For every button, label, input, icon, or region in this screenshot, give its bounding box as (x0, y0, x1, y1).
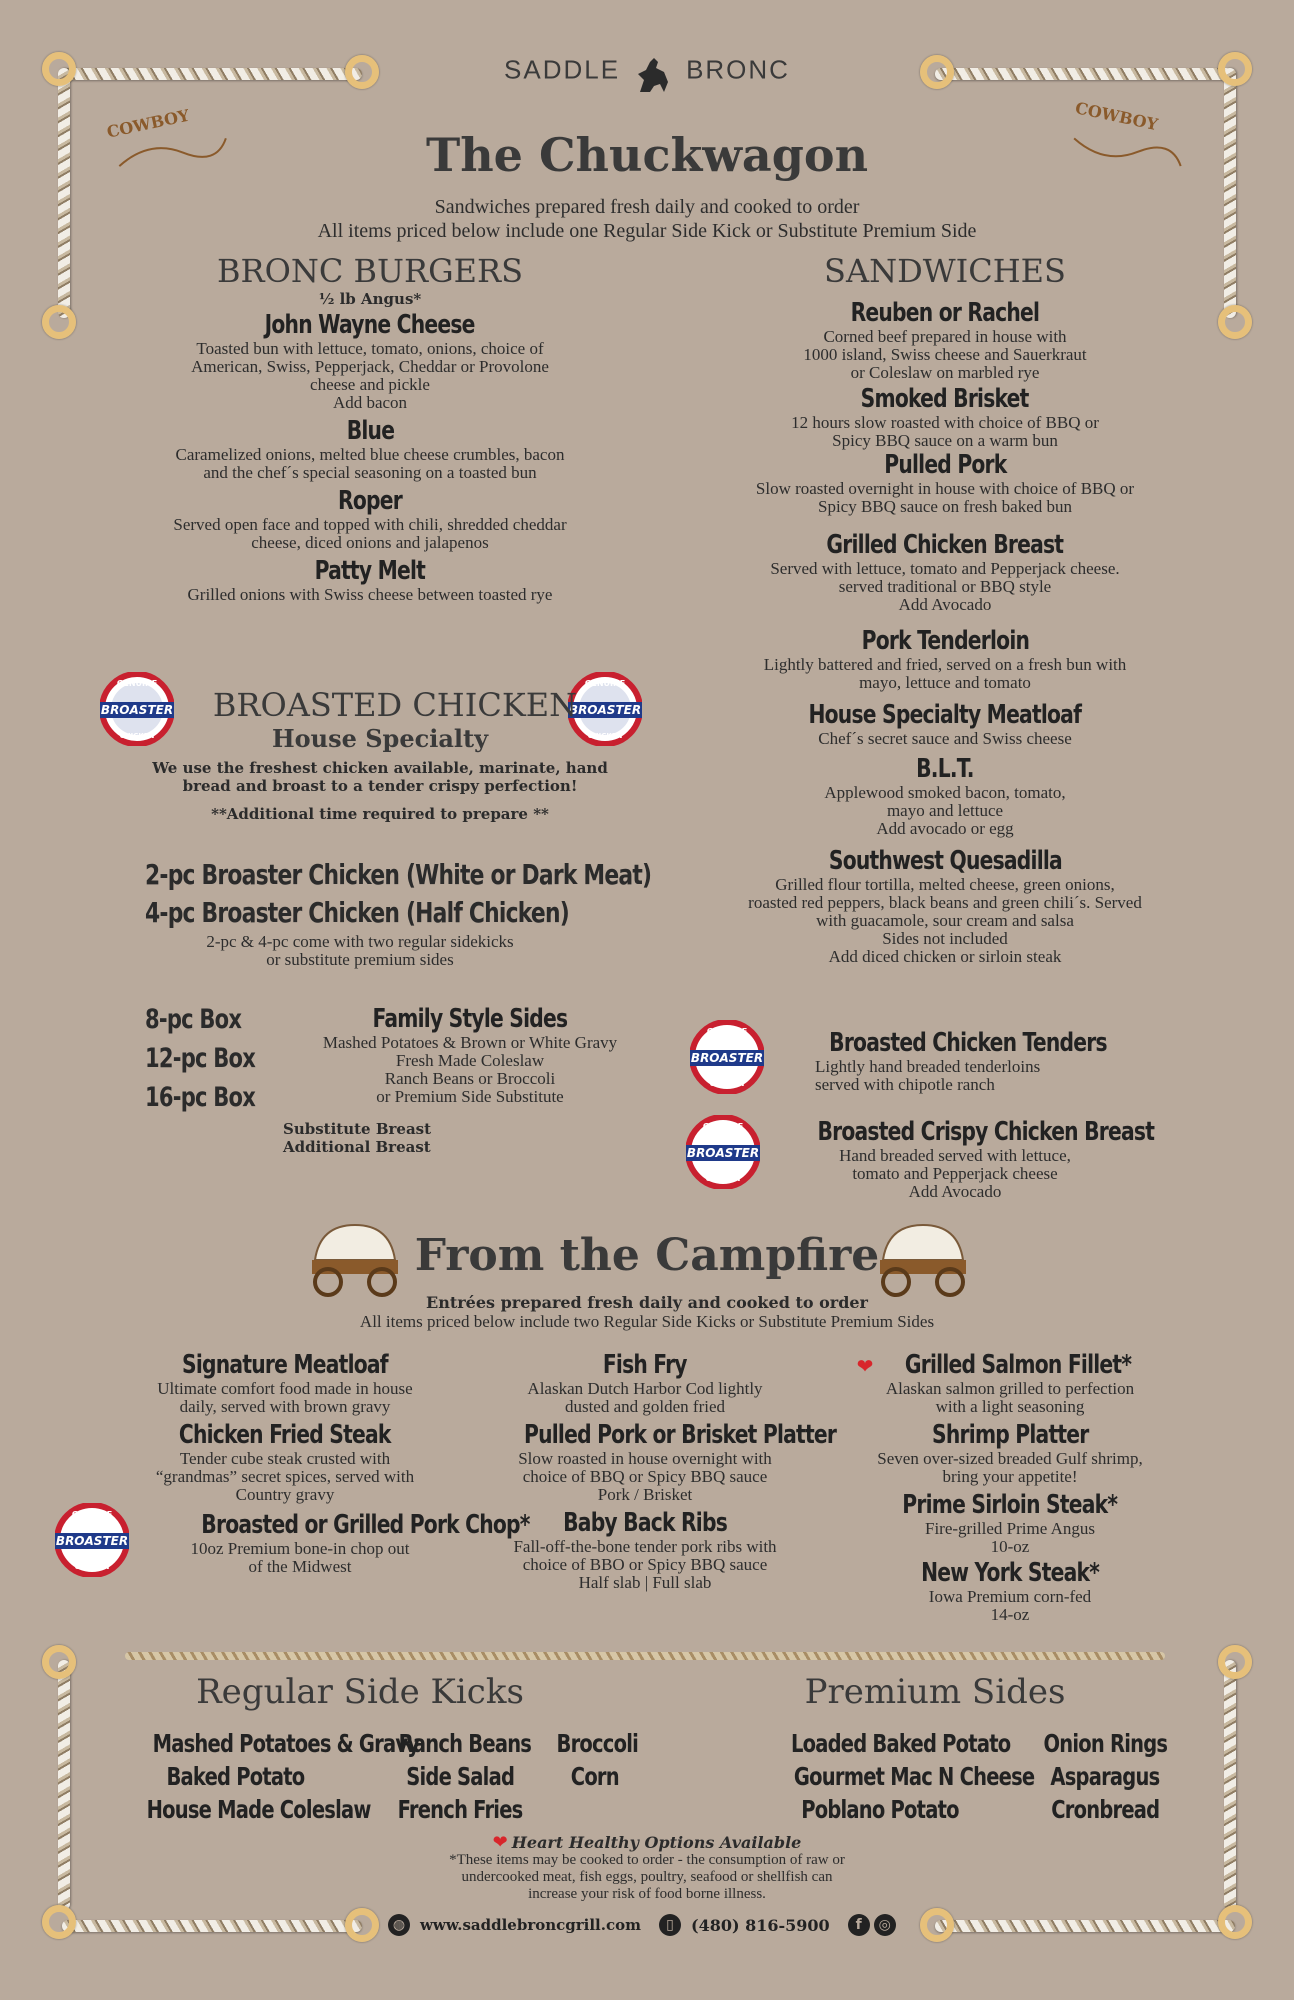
svg-text:BROASTER: BROASTER (686, 1146, 760, 1160)
header-subtitle-1: Sandwiches prepared fresh daily and cooked to order (434, 196, 860, 218)
svg-text:BROASTER: BROASTER (55, 1534, 129, 1548)
svg-text:GENUINE: GENUINE (584, 679, 626, 688)
header-subtitle-2: All items priced below include one Regular Side Kick or Substitute Premium Side (317, 220, 977, 242)
sandwiches-section: SANDWICHES Reuben or Rachel Corned beef prepared in house with 1000 island, Swiss cheese and Sauerkraut or Coleslaw on marbled rye Smoked Brisket 12 hours slow roasted with choice of BBQ or Spicy BBQ sauce on a warm bun Pulled Pork Slow roasted overnight in house with choice of BBQ or Spicy BBQ sauce on fresh baked bun Grilled Chicken Breast Served with lettuce, tomato and Pepperjack cheese. served traditional or BBQ style Add Avocado Pork Tenderloin Lightly battered and fried, served on a fresh bun with mayo, lettuce and tomato House Specialty Meatloaf Chef´s secret sauce and Swiss cheese B.L.T. Applewood smoked bacon, tomato, mayo and lettuce Add avocado or egg Southwest Quesadilla Grilled flour tortilla, melted cheese, green onions, roasted red peppers, black beans and green chili´s. Served with guacamole, sour cream and salsa Sides not included Add diced chicken or sirloin steak (700, 252, 1190, 966)
campfire-col-1: Signature Meatloaf Ultimate comfort food made in house daily, served with brown gravy Chicken Fried Steak Tender cube steak crusted with “grandmas” secret spices, served with Country gravy Broasted or Grilled Pork Chop* 10oz Premium bone-in chop out of the Midwest (155, 1350, 530, 1576)
brand-name-right: BRONC (686, 54, 790, 85)
wagon-icon (300, 1220, 410, 1300)
horse-rider-icon (630, 52, 676, 98)
sandwich-name: Smoked Brisket (861, 384, 1029, 414)
brand-name-left: SADDLE (504, 54, 621, 85)
page-title: The Chuckwagon (425, 128, 869, 182)
burger-desc: Toasted bun with lettuce, tomato, onions, choice of American, Swiss, Pepperjack, Cheddar or Provolone cheese and pickle Add bacon (191, 339, 549, 412)
tenders-item: Broasted Chicken Tenders Lightly hand breaded tenderloins served with chipotle ranch (815, 1028, 1107, 1094)
cowboy-tag-right: COWBOY (1065, 98, 1195, 182)
svg-text:CHICKEN: CHICKEN (587, 732, 623, 740)
instagram-icon[interactable]: ◎ (874, 1914, 896, 1936)
svg-text:CHICKEN: CHICKEN (705, 1175, 741, 1183)
campfire-subtitle-1: Entrées prepared fresh daily and cooked to order (426, 1293, 868, 1312)
divider-rope (125, 1652, 1165, 1660)
broaster-badge (55, 1503, 129, 1577)
broasted-option-desc: 2-pc & 4-pc come with two regular sidekicks or substitute premium sides (206, 932, 514, 969)
broaster-badge (686, 1115, 760, 1189)
sandwich-name: Pork Tenderloin (861, 626, 1029, 656)
burger-name: Roper (338, 486, 402, 516)
sandwich-name: House Specialty Meatloaf (808, 700, 1082, 730)
box-item: 12-pc Box (145, 1043, 256, 1074)
campfire-col-3: ❤ Grilled Salmon Fillet* Alaskan salmon grilled to perfection with a light seasoning Shrimp Platter Seven over-sized breaded Gulf shrimp, bring your appetite! Prime Sirloin Steak* Fire-grilled Prime Angus 10-oz New York Steak* Iowa Premium corn-fed 14-oz (856, 1350, 1143, 1624)
brand-logo (447, 52, 847, 98)
broasted-section (120, 686, 640, 823)
premium-sides-col-2: Onion Rings Asparagus Cronbread (1043, 1729, 1167, 1824)
sandwich-name: Reuben or Rachel (850, 298, 1040, 328)
regular-sides-col-3: Broccoli Corn (556, 1729, 639, 1791)
svg-text:GENUINE: GENUINE (71, 1510, 113, 1519)
contact-bar (388, 1914, 948, 1936)
burger-desc: Served open face and topped with chili, shredded cheddar cheese, diced onions and jalapenos (173, 515, 567, 552)
sandwich-name: B.L.T. (916, 754, 974, 784)
burgers-subheading: ½ lb Angus* (318, 290, 422, 308)
disclaimer: *These items may be cooked to order - the consumption of raw or undercooked meat, fish eggs, poultry, seafood or shellfish can increase your risk of food borne illness. (449, 1852, 845, 1902)
svg-text:BROASTER: BROASTER (690, 1051, 764, 1065)
svg-text:GENUINE: GENUINE (116, 679, 158, 688)
family-sides-heading: Family Style Sides (372, 1004, 568, 1034)
broasted-heading: BROASTED CHICKEN (212, 686, 578, 724)
regular-sides-col-2: Ranch Beans Side Salad French Fries (397, 1729, 532, 1824)
campfire-subtitle-2: All items priced below include two Regular Side Kicks or Substitute Premium Sides (359, 1312, 935, 1331)
svg-text:BROASTER: BROASTER (100, 703, 174, 717)
svg-text:GENUINE: GENUINE (706, 1027, 748, 1036)
globe-icon: ◍ (388, 1914, 410, 1936)
family-sides: Family Style Sides Mashed Potatoes & Brown or White Gravy Fresh Made Coleslaw Ranch Beans or Broccoli or Premium Side Substitute (322, 1004, 618, 1106)
sandwich-name: Grilled Chicken Breast (826, 530, 1064, 560)
regular-sides-col-1: Mashed Potatoes & Gravy Baked Potato House Made Coleslaw (146, 1729, 420, 1824)
burger-desc: Grilled onions with Swiss cheese between toasted rye (187, 585, 553, 604)
campfire-heading: From the Campfire (414, 1230, 880, 1281)
burger-name: Patty Melt (314, 556, 426, 586)
broasted-option-1: 2-pc Broaster Chicken (White or Dark Meat) (145, 858, 652, 891)
website-link[interactable]: www.saddlebroncgrill.com (420, 1916, 641, 1934)
premium-sides-heading: Premium Sides (804, 1672, 1066, 1712)
broasted-line2: bread and broast to a tender crispy perfection! (182, 777, 578, 795)
regular-sides-heading: Regular Side Kicks (196, 1672, 524, 1712)
sandwich-name: Pulled Pork (883, 450, 1007, 480)
cowboy-tag-left: COWBOY (105, 98, 235, 182)
campfire-col-2: Fish Fry Alaskan Dutch Harbor Cod lightly dusted and golden fried Pulled Pork or Brisket Platter Slow roasted in house overnight with choice of BBQ or Spicy BBQ sauce Pork / Brisket Baby Back Ribs Fall-off-the-bone tender pork ribs with choice of BBO or Spicy BBQ sauce Half slab | Full slab (513, 1350, 837, 1592)
heart-healthy-note: ❤ Heart Healthy Options Available (492, 1832, 802, 1852)
broasted-line1: We use the freshest chicken available, marinate, hand (152, 759, 608, 777)
extra-breast: Substitute Breast Additional Breast (283, 1120, 432, 1156)
broasted-subheading: House Specialty (271, 724, 489, 753)
burger-name: Blue (346, 416, 394, 446)
box-item: 16-pc Box (145, 1082, 256, 1113)
heart-icon: ❤ (492, 1832, 508, 1852)
box-item: 8-pc Box (145, 1004, 242, 1035)
broasted-option-2: 4-pc Broaster Chicken (Half Chicken) (145, 896, 569, 929)
heart-icon: ❤ (856, 1356, 874, 1378)
svg-text:GENUINE: GENUINE (702, 1122, 744, 1131)
svg-text:CHICKEN: CHICKEN (709, 1080, 745, 1088)
burgers-section (110, 252, 630, 604)
svg-text:CHICKEN: CHICKEN (74, 1563, 110, 1571)
broaster-badge (690, 1020, 764, 1094)
burger-desc: Caramelized onions, melted blue cheese crumbles, bacon and the chef´s special seasoning on a toasted bun (175, 445, 565, 482)
svg-text:BROASTER: BROASTER (568, 703, 642, 717)
sandwich-name: Southwest Quesadilla (828, 846, 1062, 876)
burger-name: John Wayne Cheese (265, 310, 475, 340)
facebook-icon[interactable]: f (848, 1914, 870, 1936)
crispy-breast-item: Broasted Crispy Chicken Breast Hand breaded served with lettuce, tomato and Pepperjack cheese Add Avocado (817, 1117, 1155, 1201)
broasted-note: **Additional time required to prepare ** (211, 805, 549, 823)
phone-icon: ▯ (659, 1914, 681, 1936)
svg-text:CHICKEN: CHICKEN (119, 732, 155, 740)
box-list (145, 1004, 286, 1121)
premium-sides-col-1: Loaded Baked Potato Gourmet Mac N Cheese Poblano Potato (790, 1729, 1035, 1824)
phone-link[interactable]: (480) 816-5900 (691, 1915, 830, 1935)
sandwiches-heading: SANDWICHES (824, 252, 1066, 290)
burgers-heading: BRONC BURGERS (216, 252, 523, 290)
